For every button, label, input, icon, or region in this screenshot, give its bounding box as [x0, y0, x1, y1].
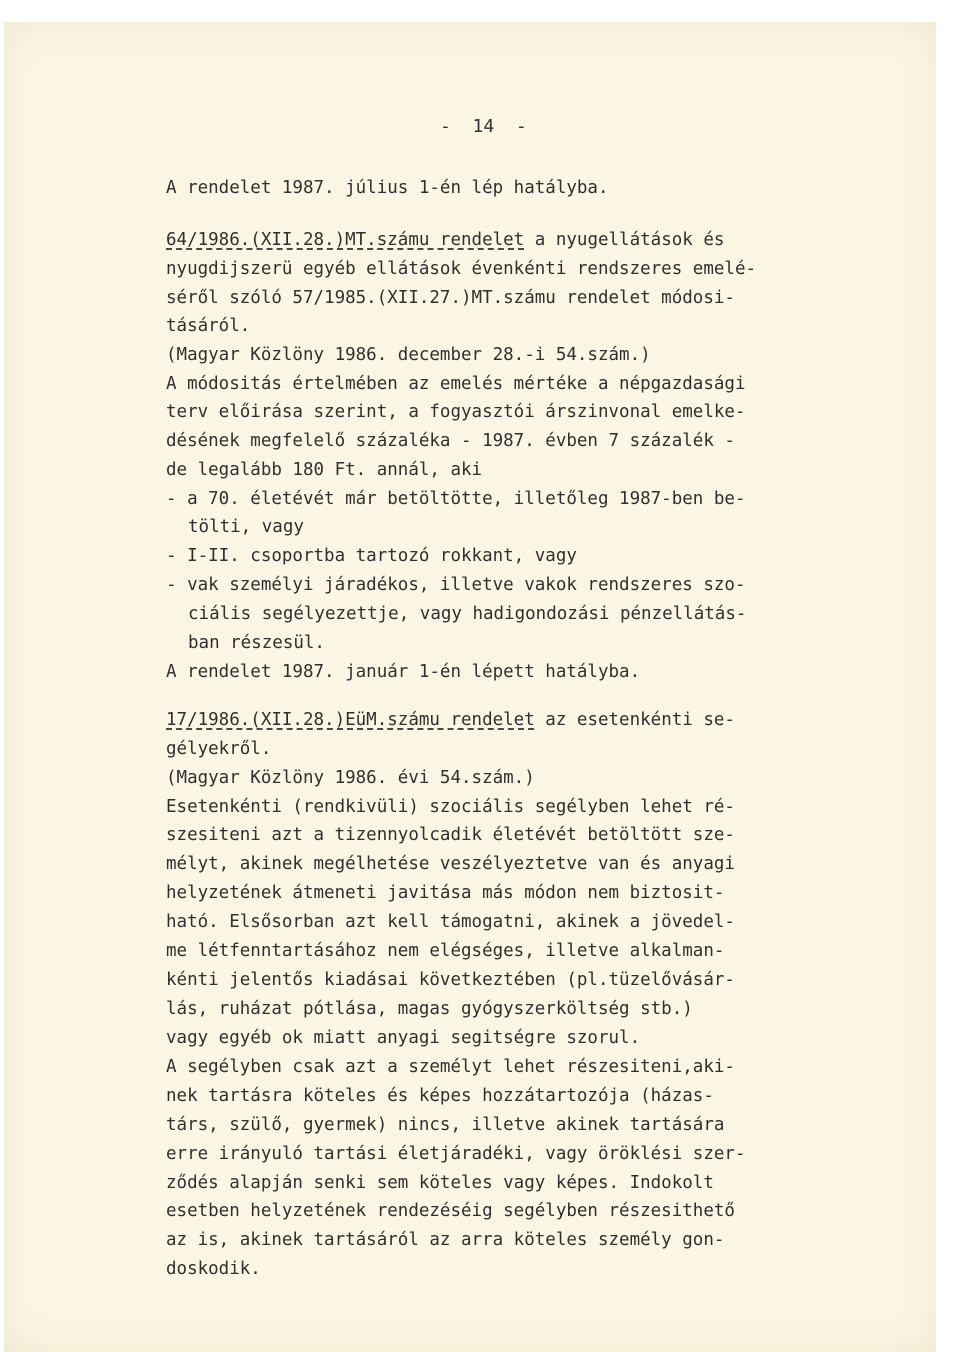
text-line — [166, 660, 640, 684]
line-text: társ, szülő, gyermek) nincs, illetve akinek tartására — [166, 1115, 725, 1135]
text-line — [166, 939, 724, 963]
text-line — [166, 1142, 745, 1166]
line-text: tásáról. — [166, 316, 251, 336]
text-line — [166, 1257, 261, 1281]
text-line — [166, 1171, 714, 1195]
line-text: désének megfelelő százaléka - 1987. évben 7 százalék - — [166, 431, 735, 451]
text-line — [166, 314, 250, 338]
line-text: ható. Elsősorban azt kell támogatni, akinek a jövedel- — [166, 912, 735, 932]
line-text: tölti, vagy — [188, 517, 304, 537]
line-text: ződés alapján senki sem köteles vagy képes. Indokolt — [166, 1173, 714, 1193]
line-text: erre irányuló tartási életjáradéki, vagy öröklési szer- — [166, 1144, 746, 1164]
line-text: kénti jelentős kiadásai következtében (pl.tüzelővásár- — [166, 970, 735, 990]
text-line — [166, 1055, 735, 1079]
text-line — [166, 429, 735, 453]
line-text: - a 70. életévét már betöltötte, illetőleg 1987-ben be- — [166, 489, 746, 509]
line-text: - I-II. csoportba tartozó rokkant, vagy — [166, 546, 577, 566]
line-text: lás, ruházat pótlása, magas gyógyszerköltség stb.) — [166, 999, 693, 1019]
text-line — [166, 881, 724, 905]
line-text: terv előirása szerint, a fogyasztói árszinvonal emelke- — [166, 402, 746, 422]
line-text: nyugdijszerü egyéb ellátások évenkénti rendszeres emelé- — [166, 259, 757, 279]
line-text: nek tartásra köteles és képes hozzátartozója (házas- — [166, 1086, 714, 1106]
text-line — [166, 343, 651, 367]
text-line — [166, 766, 535, 790]
text-line — [166, 372, 745, 396]
line-text: mélyt, akinek megélhetése veszélyeztetve van és anyagi — [166, 854, 735, 874]
line-text: A módositás értelmében az emelés mértéke a népgazdasági — [166, 374, 746, 394]
underlined-decree-reference: 64/1986.(XII.28.)MT.számu rendelet — [166, 230, 525, 250]
text-line — [166, 1228, 724, 1252]
page-number: - 14 - — [440, 116, 527, 137]
text-line — [166, 823, 735, 847]
line-text: (Magyar Közlöny 1986. évi 54.szám.) — [166, 768, 535, 788]
line-text: szesiteni azt a tizennyolcadik életévét betöltött sze- — [166, 825, 735, 845]
line-text: helyzetének átmeneti javitása más módon nem biztosit- — [166, 883, 725, 903]
line-text: A segélyben csak azt a személyt lehet részesiteni,aki- — [166, 1057, 735, 1077]
line-text: - vak személyi járadékos, illetve vakok rendszeres szo- — [166, 575, 746, 595]
text-line — [188, 602, 746, 626]
line-text: a nyugellátások és — [524, 230, 725, 250]
line-text: A rendelet 1987. január 1-én lépett hatályba. — [166, 662, 641, 682]
text-line — [166, 573, 745, 597]
text-line — [166, 737, 271, 761]
text-line — [166, 852, 735, 876]
text-line — [166, 544, 577, 568]
line-text: gélyekről. — [166, 739, 272, 759]
line-text: doskodik. — [166, 1259, 261, 1279]
text-line — [166, 1084, 714, 1108]
text-line — [166, 1113, 724, 1137]
line-text: me létfenntartásához nem elégséges, illetve alkalman- — [166, 941, 725, 961]
text-line — [166, 1199, 735, 1223]
text-line — [188, 515, 304, 539]
text-line — [166, 228, 724, 252]
text-line — [166, 257, 756, 281]
line-text: az is, akinek tartásáról az arra köteles személy gon- — [166, 1230, 725, 1250]
line-text: esetben helyzetének rendezéséig segélyben részesithető — [166, 1201, 735, 1221]
text-line — [166, 795, 735, 819]
line-text: az esetenkénti se- — [534, 710, 735, 730]
line-text: Esetenkénti (rendkivüli) szociális segélyben lehet ré- — [166, 797, 735, 817]
text-line — [166, 1026, 640, 1050]
text-line — [188, 631, 325, 655]
text-line — [166, 458, 482, 482]
line-text: séről szóló 57/1985.(XII.27.)MT.számu rendelet módosi- — [166, 288, 735, 308]
line-text: A rendelet 1987. július 1-én lép hatályba. — [166, 178, 609, 198]
text-line — [166, 176, 609, 200]
text-line — [166, 487, 745, 511]
line-text: vagy egyéb ok miatt anyagi segitségre szorul. — [166, 1028, 641, 1048]
text-line — [166, 708, 735, 732]
line-text: (Magyar Közlöny 1986. december 28.-i 54.szám.) — [166, 345, 651, 365]
line-text: ciális segélyezettje, vagy hadigondozási pénzellátás- — [188, 604, 747, 624]
text-line — [166, 400, 745, 424]
text-line — [166, 968, 735, 992]
text-line — [166, 910, 735, 934]
line-text: ban részesül. — [188, 633, 325, 653]
line-text: de legalább 180 Ft. annál, aki — [166, 460, 483, 480]
text-line — [166, 997, 693, 1021]
text-line — [166, 286, 735, 310]
underlined-decree-reference: 17/1986.(XII.28.)EüM.számu rendelet — [166, 710, 535, 730]
